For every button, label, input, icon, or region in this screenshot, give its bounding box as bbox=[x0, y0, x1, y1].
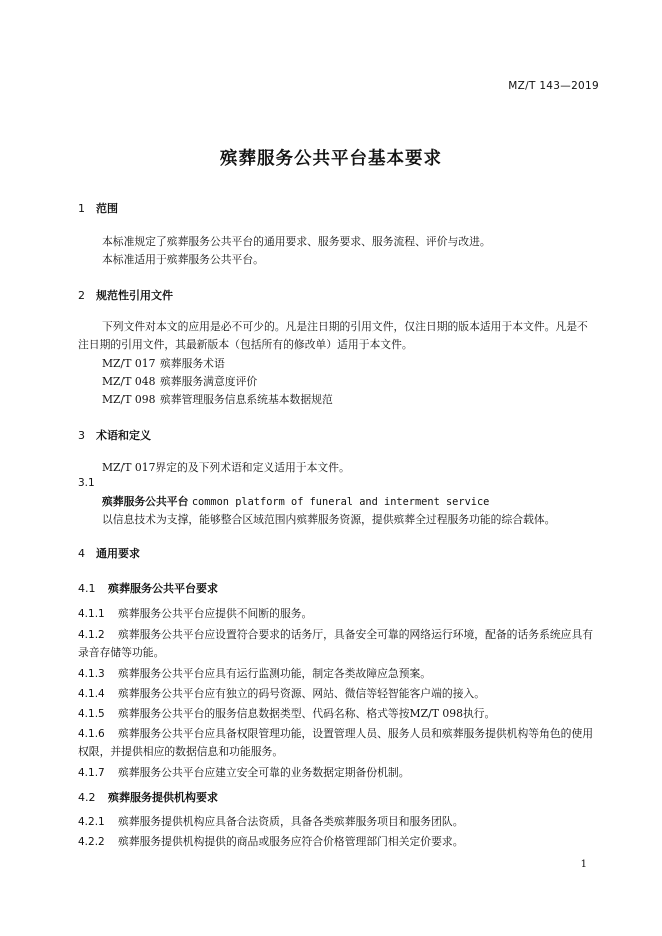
subsection-4-1-heading bbox=[78, 580, 218, 596]
reference-code: MZ/T 048 bbox=[102, 375, 156, 388]
term-number: 3.1 bbox=[78, 477, 95, 489]
document-title: 殡葬服务公共平台基本要求 bbox=[220, 149, 442, 169]
section-title: 术语和定义 bbox=[96, 429, 151, 442]
standard-code: MZ/T 143—2019 bbox=[508, 80, 599, 92]
reference-title: 殡葬服务术语 bbox=[160, 357, 225, 370]
clause bbox=[78, 706, 495, 721]
reference-item bbox=[102, 374, 257, 389]
clause-text: 殡葬服务公共平台应设置符合要求的话务厅，具备安全可靠的网络运行环境，配备的话务系统应具有录音存储等功能。 bbox=[78, 628, 594, 659]
clause-number: 4.1.4 bbox=[78, 688, 105, 700]
clause bbox=[78, 666, 431, 681]
clause bbox=[78, 606, 312, 621]
clause-text: 殡葬服务提供机构提供的商品或服务应符合价格管理部门相关定价要求。 bbox=[118, 835, 464, 848]
section-number: 4 bbox=[78, 547, 85, 560]
reference-title: 殡葬服务满意度评价 bbox=[160, 375, 258, 388]
section-title: 通用要求 bbox=[96, 547, 140, 560]
paragraph: 下列文件对本文的应用是必不可少的。凡是注日期的引用文件，仅注日期的版本适用于本文件。凡是不注日期的引用文件，其最新版本（包括所有的修改单）适用于本文件。 bbox=[78, 320, 588, 351]
term-entry bbox=[102, 494, 489, 509]
term-definition: 以信息技术为支撑，能够整合区域范围内殡葬服务资源，提供殡葬全过程服务功能的综合载体。 bbox=[102, 513, 556, 526]
reference-code: MZ/T 017 bbox=[102, 357, 156, 370]
clause-number: 4.1.6 bbox=[78, 728, 105, 740]
clause-text: 殡葬服务公共平台应具备权限管理功能，设置管理人员、服务人员和殡葬服务提供机构等角色的使用权限，并提供相应的数据信息和功能服务。 bbox=[78, 727, 594, 758]
section-3-heading bbox=[78, 427, 151, 443]
section-4-heading bbox=[78, 545, 140, 561]
clause-number: 4.1.5 bbox=[78, 708, 105, 720]
section-number: 1 bbox=[78, 202, 85, 215]
page-number: 1 bbox=[580, 859, 587, 870]
clause-text: 殡葬服务公共平台应具有运行监测功能，制定各类故障应急预案。 bbox=[118, 667, 432, 680]
clause bbox=[78, 686, 485, 701]
term-english: common platform of funeral and interment service bbox=[191, 496, 490, 508]
clause bbox=[78, 765, 410, 780]
section-title: 范围 bbox=[96, 202, 118, 215]
clause bbox=[78, 626, 598, 662]
subsection-number: 4.2 bbox=[78, 791, 96, 804]
clause bbox=[78, 834, 464, 849]
subsection-title: 殡葬服务提供机构要求 bbox=[108, 791, 218, 804]
reference-item bbox=[102, 392, 333, 407]
clause bbox=[78, 814, 464, 829]
clause-number: 4.2.1 bbox=[78, 816, 105, 828]
reference-item bbox=[102, 356, 225, 371]
paragraph: 本标准规定了殡葬服务公共平台的通用要求、服务要求、服务流程、评价与改进。 bbox=[102, 235, 491, 248]
clause-text: 殡葬服务公共平台应有独立的码号资源、网站、微信等轻智能客户端的接入。 bbox=[118, 687, 486, 700]
clause bbox=[78, 725, 598, 761]
paragraph: MZ/T 017界定的及下列术语和定义适用于本文件。 bbox=[102, 461, 350, 474]
subsection-4-2-heading bbox=[78, 789, 218, 805]
section-1-heading bbox=[78, 200, 118, 216]
clause-number: 4.1.1 bbox=[78, 608, 105, 620]
clause-number: 4.2.2 bbox=[78, 836, 105, 848]
clause-text: 殡葬服务公共平台应建立安全可靠的业务数据定期备份机制。 bbox=[118, 766, 410, 779]
clause-number: 4.1.2 bbox=[78, 629, 105, 641]
clause-number: 4.1.3 bbox=[78, 668, 105, 680]
clause-text: 殡葬服务公共平台应提供不间断的服务。 bbox=[118, 607, 313, 620]
clause-text: 殡葬服务提供机构应具备合法资质，具备各类殡葬服务项目和服务团队。 bbox=[118, 815, 464, 828]
section-2-heading bbox=[78, 287, 173, 303]
term-chinese: 殡葬服务公共平台 bbox=[102, 495, 189, 508]
section-title: 规范性引用文件 bbox=[96, 289, 173, 302]
section-number: 3 bbox=[78, 429, 85, 442]
reference-code: MZ/T 098 bbox=[102, 393, 156, 406]
section-number: 2 bbox=[78, 289, 85, 302]
paragraph: 本标准适用于殡葬服务公共平台。 bbox=[102, 253, 264, 266]
clause-number: 4.1.7 bbox=[78, 767, 105, 779]
reference-title: 殡葬管理服务信息系统基本数据规范 bbox=[160, 393, 333, 406]
subsection-number: 4.1 bbox=[78, 582, 96, 595]
subsection-title: 殡葬服务公共平台要求 bbox=[108, 582, 218, 595]
clause-text: 殡葬服务公共平台的服务信息数据类型、代码名称、格式等按MZ/T 098执行。 bbox=[118, 707, 496, 720]
